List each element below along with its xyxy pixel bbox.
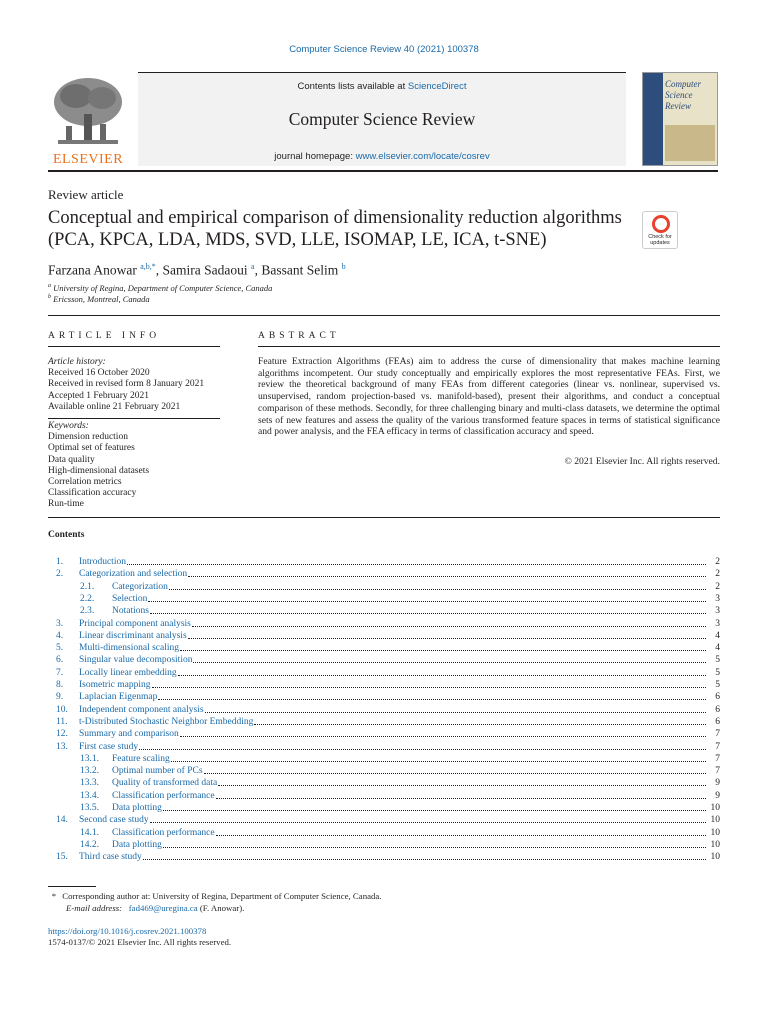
toc-entry-title[interactable]: Categorization <box>112 581 168 592</box>
check-for-updates-button[interactable] <box>642 211 678 249</box>
toc-entry-page: 2 <box>715 557 720 567</box>
toc-entry-page: 5 <box>715 667 720 678</box>
toc-entry[interactable] <box>48 753 720 765</box>
toc-entry[interactable] <box>48 851 720 863</box>
toc-leader-dots <box>139 741 706 750</box>
abstract-copyright: © 2021 Elsevier Inc. All rights reserved. <box>564 456 720 467</box>
toc-entry-page: 3 <box>715 618 720 629</box>
toc-entry-title[interactable]: Locally linear embedding <box>79 667 177 678</box>
author-name[interactable]: Samira Sadaoui <box>162 262 248 278</box>
toc-entry-number[interactable]: 10. <box>56 704 68 715</box>
toc-entry-number[interactable]: 2. <box>56 569 64 580</box>
article-info-heading: ARTICLE INFO <box>48 331 161 341</box>
cover-title: Computer Science Review <box>665 79 701 111</box>
check-updates-icon <box>652 215 670 233</box>
toc-entry-page: 10 <box>710 839 720 850</box>
affiliation: $^a$ University of Regina, Department of Computer Science, Canada <box>48 283 273 293</box>
check-updates-label: Check for updates <box>648 234 672 246</box>
toc-entry[interactable] <box>48 642 720 654</box>
toc-entry-title[interactable]: t-Distributed Stochastic Neighbor Embedding <box>79 716 254 727</box>
history-item: Accepted 1 February 2021 <box>48 390 150 401</box>
corresponding-author-note: * Corresponding author at: University of Regina, Department of Computer Science, Canada. <box>51 891 382 901</box>
toc-entry[interactable] <box>48 667 720 679</box>
toc-entry-number[interactable]: 13.1. <box>80 753 99 764</box>
toc-entry-title[interactable]: Data plotting <box>112 803 162 813</box>
affiliation: $^b$ Ericsson, Montreal, Canada <box>48 294 150 304</box>
keywords-rule <box>48 418 220 419</box>
toc-entry-page: 6 <box>715 692 720 703</box>
toc-entry-number[interactable]: 2.1. <box>80 581 95 592</box>
history-item: Received in revised form 8 January 2021 <box>48 379 205 390</box>
toc-leader-dots <box>163 839 706 848</box>
toc-entry-page: 2 <box>715 581 720 592</box>
toc-leader-dots <box>180 642 706 651</box>
keyword: Optimal set of features <box>48 443 135 454</box>
toc-entry-title[interactable]: Notations <box>112 606 149 617</box>
toc-leader-dots <box>178 667 706 676</box>
toc-entry-page: 7 <box>715 753 720 764</box>
abstract-heading: ABSTRACT <box>258 331 340 341</box>
toc-entry-number[interactable]: 6. <box>56 655 64 666</box>
issn-copyright: 1574-0137/© 2021 Elsevier Inc. All rights reserved. <box>48 937 232 947</box>
toc-entry-page: 6 <box>715 704 720 715</box>
toc-entry-number[interactable]: 14. <box>56 815 68 826</box>
toc-leader-dots <box>169 581 706 590</box>
cover-image <box>665 125 715 161</box>
keyword: Correlation metrics <box>48 477 122 488</box>
journal-cover-thumbnail[interactable] <box>642 72 718 166</box>
toc-leader-dots <box>216 827 706 836</box>
toc-entry[interactable] <box>48 568 720 580</box>
toc-entry[interactable] <box>48 691 720 703</box>
history-item: Received 16 October 2020 <box>48 368 150 379</box>
journal-homepage: journal homepage: www.elsevier.com/locate/cosrev <box>274 151 490 162</box>
toc-leader-dots <box>188 630 706 639</box>
toc-entry-page: 3 <box>715 606 720 617</box>
toc-entry[interactable] <box>48 790 720 802</box>
author-name[interactable]: Bassant Selim <box>261 262 339 278</box>
abstract-text: Feature Extraction Algorithms (FEAs) aim to address the curse of dimensionality that makes machine learning algorithms incompetent. Our study conceptually and empirically explores the most representative FEAs. First, we review the theoretical background of many FEAs from different categories (linear vs. nonlinear, supervised vs. unsupervised, random projection-based vs. manifold-based), present their algorithms, and conduct a conceptual comparison of these methods. Secondly, for three challenging binary and multi-class datasets, we determine the optimal sets of new features and assess the quality of the various transformed feature spaces in terms of statistical significance and power analysis, and the FEA efficacy in terms of classification accuracy and speed. <box>258 356 720 438</box>
toc-entry-number[interactable]: 14.2. <box>80 839 99 850</box>
toc-entry-number[interactable]: 13.3. <box>80 778 99 789</box>
toc-entry-page: 3 <box>715 593 720 604</box>
toc-entry-title[interactable]: Singular value decomposition <box>79 655 193 666</box>
toc-entry-page: 10 <box>710 803 720 813</box>
article-history <box>48 357 204 413</box>
toc-entry-title[interactable]: Laplacian Eigenmap <box>79 692 158 703</box>
toc-leader-dots <box>150 605 706 614</box>
toc-leader-dots <box>150 814 706 823</box>
toc-leader-dots <box>192 618 706 627</box>
toc-entry-title[interactable]: Categorization and selection <box>79 569 188 580</box>
toc-leader-dots <box>204 765 706 774</box>
toc-leader-dots <box>188 568 706 577</box>
toc-entry-title[interactable]: Classification performance <box>112 827 215 838</box>
author-name[interactable]: Farzana Anowar <box>48 262 137 278</box>
author-affiliation-mark[interactable]: a <box>251 262 255 271</box>
toc-entry-page: 9 <box>715 790 720 801</box>
toc-entry-page: 7 <box>715 741 720 752</box>
toc-entry-title[interactable]: Introduction <box>79 557 126 567</box>
toc-entry-number[interactable]: 5. <box>56 643 64 654</box>
abstract-rule <box>258 346 720 347</box>
toc-entry-title[interactable]: Classification performance <box>112 790 215 801</box>
toc-entry[interactable] <box>48 556 720 568</box>
toc-leader-dots <box>193 654 706 663</box>
toc-entry-title[interactable]: Optimal number of PCs <box>112 766 203 777</box>
toc-entry-number[interactable]: 3. <box>56 618 64 629</box>
toc-entry-number[interactable]: 15. <box>56 852 68 863</box>
toc-entry-page: 5 <box>715 680 720 690</box>
toc-entry-page: 10 <box>710 827 720 838</box>
toc-entry[interactable] <box>48 765 720 777</box>
toc-entry-number[interactable]: 8. <box>56 680 64 690</box>
toc-entry-title[interactable]: Selection <box>112 593 148 604</box>
toc-leader-dots <box>152 679 706 688</box>
toc-entry-number[interactable]: 13.2. <box>80 766 99 777</box>
toc-entry-number[interactable]: 12. <box>56 729 68 740</box>
toc-entry-number[interactable]: 1. <box>56 557 64 567</box>
toc-entry-title[interactable]: Isometric mapping <box>79 680 151 690</box>
toc-leader-dots <box>171 753 706 762</box>
toc-entry[interactable] <box>48 618 720 630</box>
toc-leader-dots <box>158 691 706 700</box>
author-affiliation-mark[interactable]: b <box>341 262 346 271</box>
toc-entry-title[interactable]: Second case study <box>79 815 149 826</box>
toc-entry[interactable] <box>48 728 720 740</box>
toc-leader-dots <box>180 728 706 737</box>
toc-entry-number[interactable]: 11. <box>56 716 68 727</box>
toc-entry-title[interactable]: Multi-dimensional scaling <box>79 643 180 654</box>
toc-entry-page: 5 <box>715 655 720 666</box>
toc-entry[interactable] <box>48 605 720 617</box>
toc-entry-number[interactable]: 13.5. <box>80 803 99 813</box>
email-note: E-mail address: fad469@uregina.ca (F. Anowar). <box>66 903 245 913</box>
homepage-link[interactable]: www.elsevier.com/locate/cosrev <box>355 151 490 162</box>
toc-entry-page: 10 <box>710 852 720 863</box>
toc-entry[interactable] <box>48 839 720 851</box>
toc-leader-dots <box>148 593 706 602</box>
article-title: Conceptual and empirical comparison of dimensionality reduction algorithms (PCA, KPCA, LDA, MDS, SVD, LLE, ISOMAP, LE, ICA, t-SNE) <box>48 208 622 250</box>
toc-entry-page: 7 <box>715 766 720 777</box>
toc-entry[interactable] <box>48 679 720 691</box>
toc-leader-dots <box>163 802 706 811</box>
history-label: Article history: <box>48 357 106 367</box>
toc-entry-title[interactable]: Quality of transformed data <box>112 778 218 789</box>
toc-entry[interactable] <box>48 777 720 789</box>
elsevier-wordmark: ELSEVIER <box>52 152 124 167</box>
toc-entry[interactable] <box>48 741 720 753</box>
author-list: Farzana Anowar $^{a,b,*}$, Samira Sadaoui $^a$, Bassant Selim $^b$ <box>48 262 346 278</box>
article-type: Review article <box>48 187 124 202</box>
sciencedirect-link[interactable]: ScienceDirect <box>407 81 467 92</box>
history-item: Available online 21 February 2021 <box>48 401 181 412</box>
keyword: Run-time <box>48 499 84 510</box>
keyword: Dimension reduction <box>48 432 128 443</box>
toc-leader-dots <box>205 704 706 713</box>
toc-entry-page: 4 <box>715 630 720 641</box>
toc-leader-dots <box>216 790 706 799</box>
keyword: Classification accuracy <box>48 488 137 499</box>
journal-masthead <box>138 72 626 166</box>
doi-link[interactable]: https://doi.org/10.1016/j.cosrev.2021.100378 <box>48 926 207 936</box>
toc-entry-page: 7 <box>715 729 720 740</box>
toc-entry-title[interactable]: First case study <box>79 741 139 752</box>
toc-entry-number[interactable]: 9. <box>56 692 64 703</box>
footnote-rule <box>48 886 96 887</box>
contents-rule <box>48 517 720 518</box>
toc-entry-number[interactable]: 4. <box>56 630 64 641</box>
toc-entry-title[interactable]: Data plotting <box>112 839 162 850</box>
toc-entry[interactable] <box>48 581 720 593</box>
section-rule <box>48 315 720 316</box>
toc-entry[interactable] <box>48 654 720 666</box>
toc-entry-page: 10 <box>710 815 720 826</box>
toc-entry-number[interactable]: 2.3. <box>80 606 95 617</box>
toc-entry[interactable] <box>48 827 720 839</box>
email-link[interactable]: fad469@uregina.ca <box>128 903 198 913</box>
toc-entry-page: 9 <box>715 778 720 789</box>
toc-entry-page: 4 <box>715 643 720 654</box>
toc-entry[interactable] <box>48 704 720 716</box>
toc-entry[interactable] <box>48 802 720 814</box>
doi-block <box>48 926 231 948</box>
toc-entry-page: 2 <box>715 569 720 580</box>
toc-entry-title[interactable]: Linear discriminant analysis <box>79 630 187 641</box>
toc-entry-number[interactable]: 2.2. <box>80 593 95 604</box>
toc-entry-number[interactable]: 7. <box>56 667 64 678</box>
journal-title: Computer Science Review <box>288 109 476 129</box>
toc-entry-page: 6 <box>715 716 720 727</box>
contents-heading: Contents <box>48 530 85 540</box>
journal-citation[interactable]: Computer Science Review 40 (2021) 100378 <box>289 44 479 55</box>
toc-entry[interactable] <box>48 814 720 826</box>
toc-entry-title[interactable]: Feature scaling <box>112 753 170 764</box>
toc-entry-title[interactable]: Summary and comparison <box>79 729 179 740</box>
keywords-label: Keywords: <box>48 421 89 431</box>
toc-entry-number[interactable]: 14.1. <box>80 827 99 838</box>
toc-entry-title[interactable]: Independent component analysis <box>79 704 204 715</box>
keyword: High-dimensional datasets <box>48 465 150 476</box>
toc-entry[interactable] <box>48 593 720 605</box>
toc-leader-dots <box>218 777 706 786</box>
header-rule <box>48 170 718 172</box>
keywords <box>48 421 149 511</box>
toc-entry-number[interactable]: 13.4. <box>80 790 99 801</box>
contents-available: Contents lists available at ScienceDirect <box>297 81 467 92</box>
toc-leader-dots <box>254 716 706 725</box>
keyword: Data quality <box>48 454 95 465</box>
toc-entry[interactable] <box>48 716 720 728</box>
journal-header <box>48 72 718 168</box>
author-affiliation-mark[interactable]: a,b,* <box>140 262 156 271</box>
toc-entry-title[interactable]: Principal component analysis <box>79 618 191 629</box>
toc-entry-title[interactable]: Third case study <box>79 852 142 863</box>
info-rule <box>48 346 220 347</box>
toc-leader-dots <box>143 851 706 860</box>
toc-leader-dots <box>127 556 706 565</box>
toc-entry[interactable] <box>48 630 720 642</box>
toc-entry-number[interactable]: 13. <box>56 741 68 752</box>
